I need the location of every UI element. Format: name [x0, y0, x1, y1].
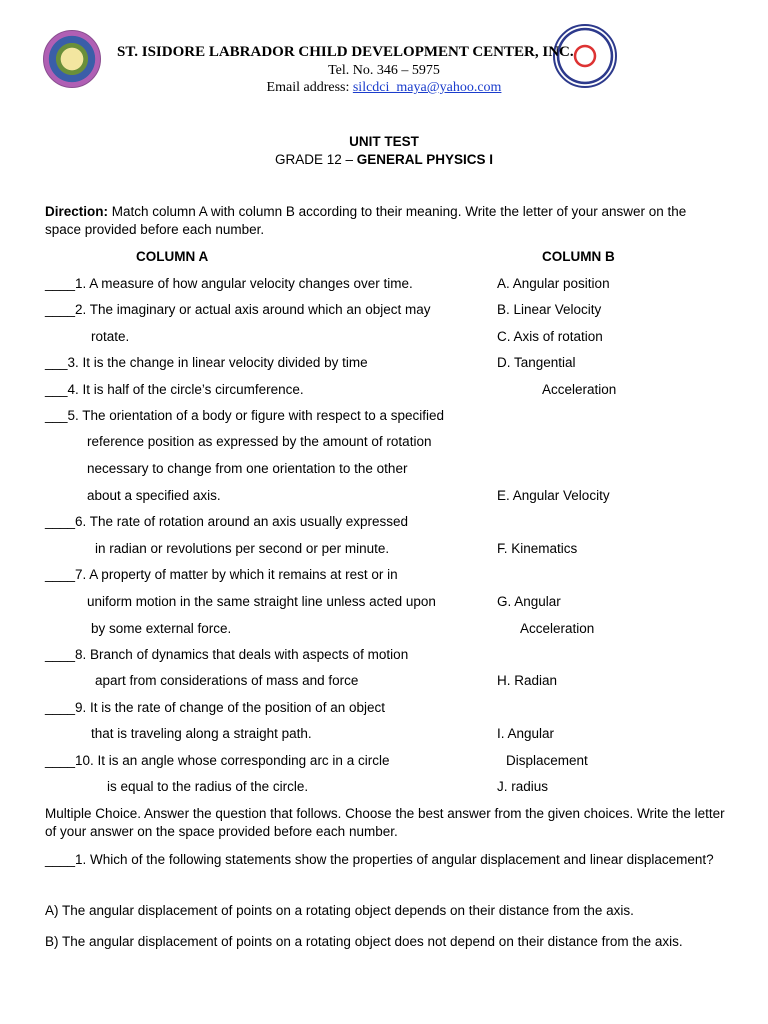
test-title: UNIT TEST: [349, 134, 419, 149]
column-b-line: Acceleration: [542, 382, 617, 397]
column-a-header: COLUMN A: [136, 249, 209, 264]
column-a-line: ____2. The imaginary or actual axis around which an object may: [45, 302, 431, 317]
column-a-line: about a specified axis.: [87, 488, 221, 503]
column-a-line: ____6. The rate of rotation around an axis usually expressed: [45, 514, 408, 529]
column-a-line: apart from considerations of mass and force: [95, 673, 359, 688]
column-b-line: Displacement: [506, 753, 588, 768]
column-a-line: ____7. A property of matter by which it remains at rest or in: [45, 567, 398, 582]
option-a: A) The angular displacement of points on a rotating object depends on their distance from the axis.: [45, 903, 634, 918]
column-a-line: in radian or revolutions per second or per minute.: [95, 541, 390, 556]
column-b-line: A. Angular position: [497, 276, 610, 291]
column-b-line: J. radius: [497, 779, 549, 794]
column-b-line: F. Kinematics: [497, 541, 578, 556]
school-name: ST. ISIDORE LABRADOR CHILD DEVELOPMENT CENTER, INC.: [117, 44, 574, 60]
grade-label: GRADE 12 –: [274, 152, 357, 167]
column-b-line: E. Angular Velocity: [497, 488, 610, 503]
column-b-line: H. Radian: [497, 673, 558, 688]
direction-paragraph: [45, 203, 725, 239]
column-b-line: I. Angular: [497, 726, 555, 741]
column-a-line: ___3. It is the change in linear velocity divided by time: [45, 355, 368, 370]
column-a-line: that is traveling along a straight path.: [91, 726, 312, 741]
direction-label: Direction:: [45, 204, 109, 219]
column-a-line: ____1. A measure of how angular velocity changes over time.: [45, 276, 413, 291]
email-label: Email address:: [266, 80, 353, 95]
option-b: B) The angular displacement of points on a rotating object does not depend on their distance from the axis.: [45, 934, 683, 949]
email-line: [0, 80, 768, 96]
direction-text: Match column A with column B according to their meaning. Write the letter of your answer on the space provided before each number.: [45, 204, 687, 237]
column-a-line: ____10. It is an angle whose corresponding arc in a circle: [45, 753, 390, 768]
column-a-line: necessary to change from one orientation to the other: [87, 461, 408, 476]
subject-name: GENERAL PHYSICS I: [356, 152, 494, 167]
column-b-line: C. Axis of rotation: [497, 329, 603, 344]
question-1: ____1. Which of the following statements show the properties of angular displacement and linear displacement?: [45, 852, 714, 867]
grade-subject: [0, 152, 768, 167]
column-b-line: D. Tangential: [497, 355, 576, 370]
telephone-number: Tel. No. 346 – 5975: [328, 63, 440, 78]
column-b-line: Acceleration: [520, 621, 595, 636]
column-a-line: ___5. The orientation of a body or figure with respect to a specified: [45, 408, 444, 423]
column-b-header: COLUMN B: [542, 249, 615, 264]
column-a-line: ____8. Branch of dynamics that deals with aspects of motion: [45, 647, 409, 662]
column-b-line: B. Linear Velocity: [497, 302, 602, 317]
multiple-choice-instruction: Multiple Choice. Answer the question that follows. Choose the best answer from the given choices. Write the letter of your answer on the space provided before each number.: [45, 806, 725, 839]
column-a-line: reference position as expressed by the amount of rotation: [87, 434, 432, 449]
column-a-line: ___4. It is half of the circle’s circumference.: [45, 382, 304, 397]
column-b-line: G. Angular: [497, 594, 561, 609]
email-link[interactable]: silcdci_maya@yahoo.com: [352, 80, 502, 95]
column-a-line: is equal to the radius of the circle.: [107, 779, 309, 794]
column-a-line: rotate.: [91, 329, 130, 344]
column-a-line: uniform motion in the same straight line unless acted upon: [87, 594, 436, 609]
column-a-line: by some external force.: [91, 621, 232, 636]
column-a-line: ____9. It is the rate of change of the position of an object: [45, 700, 385, 715]
